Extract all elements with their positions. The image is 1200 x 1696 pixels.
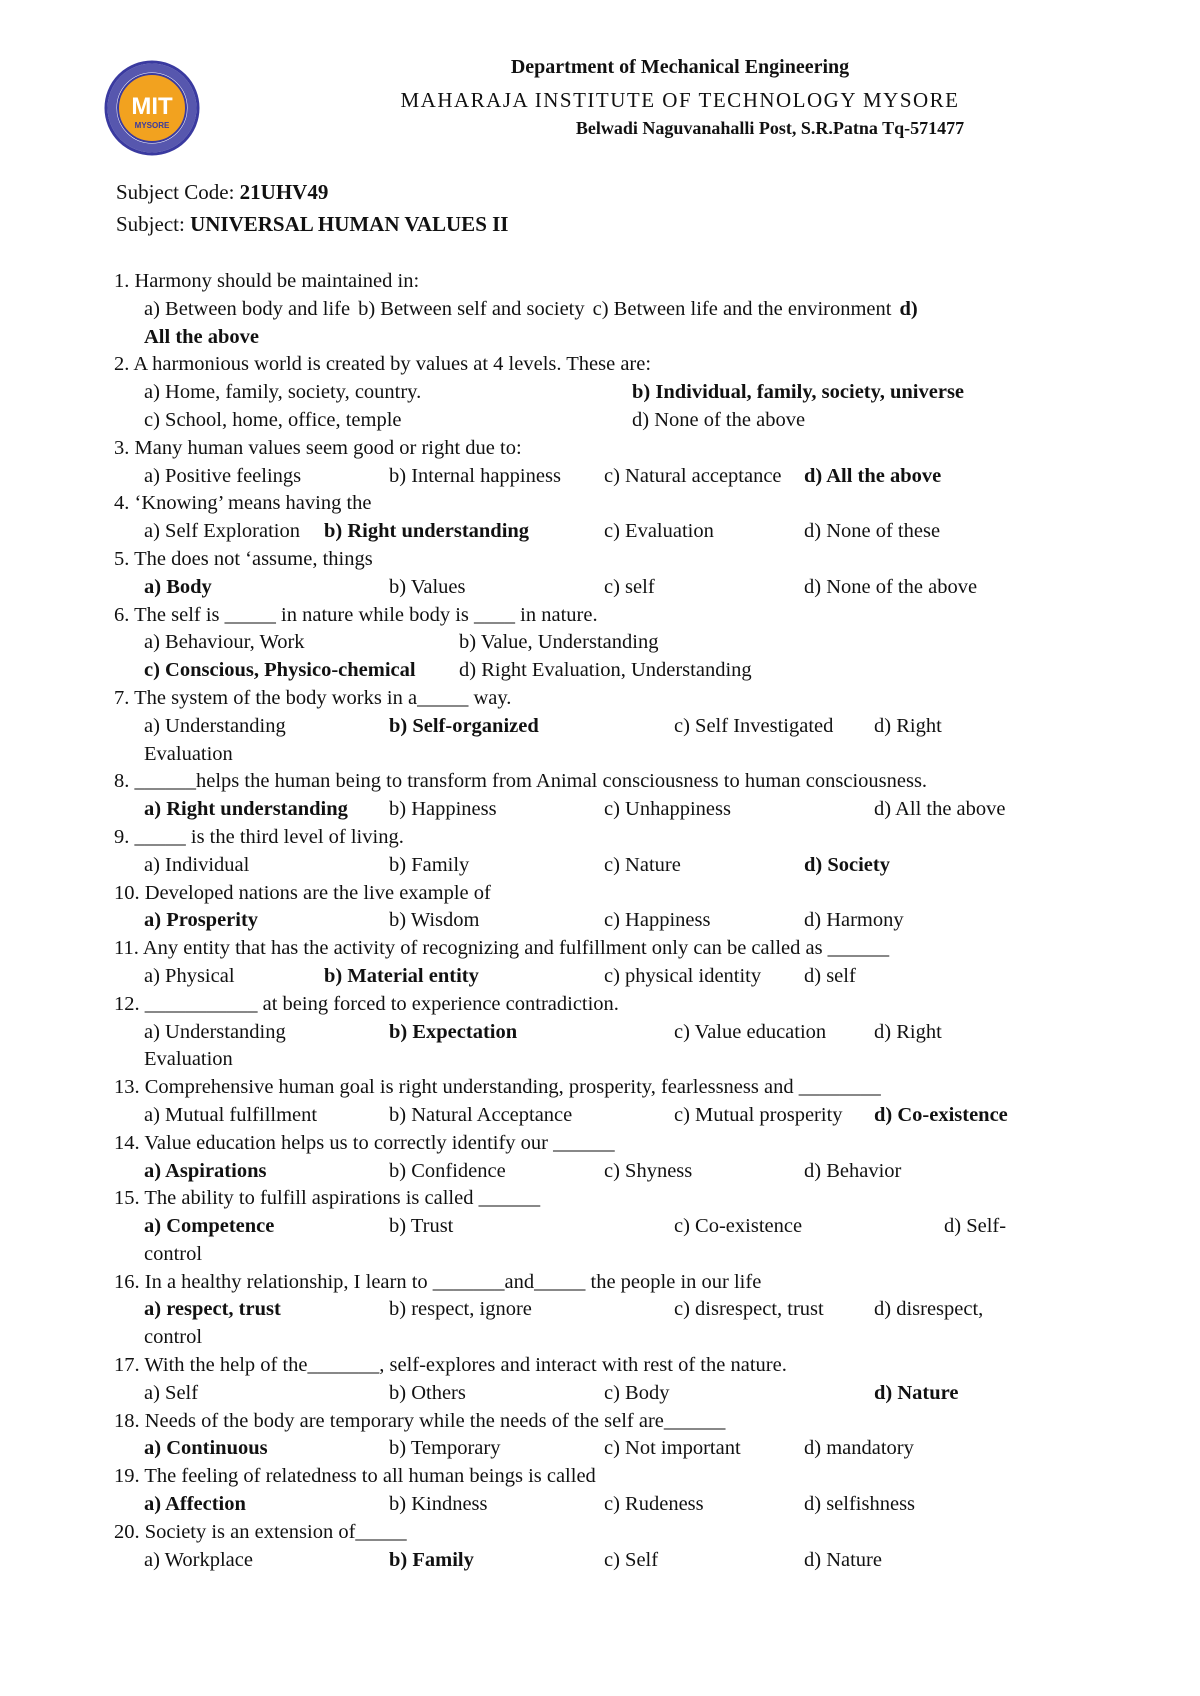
question-text: 5. The does not ‘assume, things bbox=[114, 547, 373, 570]
answer-option-correct: d) Society bbox=[804, 853, 890, 876]
options-row bbox=[114, 963, 1094, 991]
question-text: 12. ___________ at being forced to experience contradiction. bbox=[114, 992, 619, 1015]
answer-option-correct-continuation: All the above bbox=[144, 325, 260, 348]
options-row bbox=[114, 1380, 1094, 1408]
answer-option: b) Temporary bbox=[389, 1437, 501, 1460]
answer-option: d) selfishness bbox=[804, 1493, 916, 1516]
answer-option: d) Self- bbox=[944, 1215, 1007, 1238]
options-row bbox=[114, 852, 1094, 880]
answer-option: c) Rudeness bbox=[604, 1493, 704, 1516]
question-text: 6. The self is _____ in nature while body is ____ in nature. bbox=[114, 603, 598, 626]
options-row bbox=[114, 463, 1094, 491]
answer-option-correct: d) bbox=[899, 297, 918, 320]
question-text: 10. Developed nations are the live example of bbox=[114, 881, 491, 904]
answer-option-correct: a) respect, trust bbox=[144, 1298, 281, 1321]
answer-option: a) Self bbox=[144, 1381, 199, 1404]
answer-option: c) disrespect, trust bbox=[674, 1298, 824, 1321]
options-row bbox=[114, 574, 1094, 602]
options-row bbox=[114, 657, 1094, 685]
answer-option: b) respect, ignore bbox=[389, 1298, 532, 1321]
answer-option: a) Between body and life bbox=[144, 297, 351, 320]
question-text: 16. In a healthy relationship, I learn to _______and_____ the people in our life bbox=[114, 1270, 762, 1293]
question-text: 3. Many human values seem good or right due to: bbox=[114, 436, 522, 459]
options-row bbox=[114, 296, 1094, 324]
answer-option-correct: b) Expectation bbox=[389, 1020, 518, 1043]
answer-option-correct: a) Aspirations bbox=[144, 1159, 267, 1182]
option-continuation: Evaluation bbox=[144, 742, 233, 765]
department-name: Department of Mechanical Engineering bbox=[510, 56, 850, 78]
subject-code-line bbox=[116, 180, 328, 205]
answer-option: c) Shyness bbox=[604, 1159, 693, 1182]
answer-option-correct: a) Affection bbox=[144, 1493, 246, 1516]
answer-option-correct: b) Material entity bbox=[324, 964, 479, 987]
answer-option: b) Family bbox=[389, 853, 470, 876]
answer-option: c) Self Investigated bbox=[674, 714, 834, 737]
answer-option: d) Nature bbox=[804, 1548, 882, 1571]
option-continuation: control bbox=[144, 1242, 203, 1265]
answer-option-correct: b) Right understanding bbox=[324, 520, 530, 543]
question-text: 20. Society is an extension of_____ bbox=[114, 1520, 407, 1543]
question-text: 14. Value education helps us to correctly identify our ______ bbox=[114, 1131, 615, 1154]
institute-address: Belwadi Naguvanahalli Post, S.R.Patna Tq-571477 bbox=[575, 118, 965, 138]
options-row bbox=[114, 1213, 1094, 1241]
question-text: 7. The system of the body works in a_____ way. bbox=[114, 686, 512, 709]
institute-name: MAHARAJA INSTITUTE OF TECHNOLOGY MYSORE bbox=[400, 88, 960, 112]
answer-option: a) Individual bbox=[144, 853, 250, 876]
svg-text:MYSORE: MYSORE bbox=[134, 121, 170, 130]
answer-option: d) disrespect, bbox=[874, 1298, 984, 1321]
answer-option: c) Unhappiness bbox=[604, 798, 731, 821]
options-row bbox=[114, 629, 1094, 657]
options-row bbox=[114, 518, 1094, 546]
answer-option-correct: b) Family bbox=[389, 1548, 474, 1571]
answer-option: c) Not important bbox=[604, 1437, 741, 1460]
answer-option: d) mandatory bbox=[804, 1437, 914, 1460]
answer-option: b) Kindness bbox=[389, 1493, 488, 1516]
answer-option-correct: a) Competence bbox=[144, 1215, 275, 1238]
question-text: 2. A harmonious world is created by values at 4 levels. These are: bbox=[114, 353, 652, 376]
subject-code-value: 21UHV49 bbox=[239, 180, 329, 204]
answer-option: d) Right bbox=[874, 1020, 942, 1043]
answer-option: c) physical identity bbox=[604, 964, 762, 987]
answer-option: b) Natural Acceptance bbox=[389, 1103, 573, 1126]
answer-option: d) None of the above bbox=[632, 408, 806, 431]
question-text: 19. The feeling of relatedness to all human beings is called bbox=[114, 1465, 596, 1488]
options-row bbox=[114, 407, 1094, 435]
answer-option: a) Understanding bbox=[144, 714, 286, 737]
options-row bbox=[114, 1491, 1094, 1519]
options-row bbox=[114, 1296, 1094, 1324]
answer-option: a) Physical bbox=[144, 964, 235, 987]
answer-option-correct: c) Conscious, Physico-chemical bbox=[144, 659, 416, 682]
question-text: 4. ‘Knowing’ means having the bbox=[114, 492, 372, 515]
answer-option-correct: d) Nature bbox=[874, 1381, 959, 1404]
answer-option: c) School, home, office, temple bbox=[144, 408, 402, 431]
answer-option: b) Internal happiness bbox=[389, 464, 561, 487]
answer-option: c) Nature bbox=[604, 853, 681, 876]
options-row bbox=[114, 1019, 1094, 1047]
question-text: 1. Harmony should be maintained in: bbox=[114, 270, 420, 292]
answer-option: b) Values bbox=[389, 575, 466, 598]
answer-option-correct: a) Right understanding bbox=[144, 798, 348, 821]
answer-option: d) Right bbox=[874, 714, 942, 737]
answer-option: b) Value, Understanding bbox=[459, 631, 659, 654]
options-row bbox=[114, 907, 1094, 935]
option-continuation: Evaluation bbox=[144, 1048, 233, 1071]
answer-option: b) Happiness bbox=[389, 798, 497, 821]
answer-option: a) Workplace bbox=[144, 1548, 253, 1571]
subject-name-value: UNIVERSAL HUMAN VALUES II bbox=[190, 212, 509, 236]
answer-option-correct: a) Continuous bbox=[144, 1437, 268, 1460]
answer-option: d) None of these bbox=[804, 520, 941, 543]
answer-option: d) Harmony bbox=[804, 909, 904, 932]
subject-code-label: Subject Code: bbox=[116, 180, 240, 204]
answer-option: c) Happiness bbox=[604, 909, 711, 932]
options-row bbox=[114, 1435, 1094, 1463]
options-row bbox=[114, 379, 1094, 407]
answer-option: a) Home, family, society, country. bbox=[144, 381, 422, 404]
question-text: 11. Any entity that has the activity of recognizing and fulfillment only can be called as ______ bbox=[114, 937, 890, 960]
answer-option-correct: b) Self-organized bbox=[389, 714, 539, 737]
question-text: 17. With the help of the_______, self-explores and interact with rest of the nature. bbox=[114, 1354, 787, 1377]
answer-option: b) Others bbox=[389, 1381, 466, 1404]
options-row bbox=[114, 796, 1094, 824]
answer-option: a) Mutual fulfillment bbox=[144, 1103, 318, 1126]
answer-option: d) self bbox=[804, 964, 856, 987]
answer-option: c) Natural acceptance bbox=[604, 464, 782, 487]
answer-option: c) Mutual prosperity bbox=[674, 1103, 843, 1126]
answer-option: b) Trust bbox=[389, 1215, 454, 1238]
answer-option: a) Self Exploration bbox=[144, 520, 300, 543]
answer-option-correct: a) Body bbox=[144, 575, 212, 598]
question-text: 8. ______helps the human being to transform from Animal consciousness to human consciousness. bbox=[114, 770, 928, 793]
question-text: 9. _____ is the third level of living. bbox=[114, 825, 404, 848]
answer-option: c) Evaluation bbox=[604, 520, 714, 543]
subject-name-label: Subject: bbox=[116, 212, 191, 236]
svg-text:MIT: MIT bbox=[131, 93, 173, 120]
answer-option: c) Value education bbox=[674, 1020, 827, 1043]
answer-option: d) Right Evaluation, Understanding bbox=[459, 659, 752, 682]
answer-option: b) Between self and society bbox=[358, 297, 585, 320]
answer-option: b) Confidence bbox=[389, 1159, 506, 1182]
answer-option: c) Body bbox=[604, 1381, 670, 1404]
answer-option: c) Co-existence bbox=[674, 1215, 803, 1238]
answer-option: b) Wisdom bbox=[389, 909, 480, 932]
answer-option: c) Between life and the environment bbox=[592, 297, 892, 320]
options-row bbox=[114, 1158, 1094, 1186]
answer-option: d) None of the above bbox=[804, 575, 978, 598]
answer-option: c) Self bbox=[604, 1548, 659, 1571]
question-text: 15. The ability to fulfill aspirations is called ______ bbox=[114, 1187, 541, 1210]
answer-option-correct: b) Individual, family, society, universe bbox=[632, 381, 965, 404]
options-row bbox=[114, 1102, 1094, 1130]
question-text: 18. Needs of the body are temporary while the needs of the self are______ bbox=[114, 1409, 726, 1432]
options-row bbox=[114, 713, 1094, 741]
answer-option: d) All the above bbox=[874, 798, 1006, 821]
answer-option: c) self bbox=[604, 575, 655, 598]
question-text: 13. Comprehensive human goal is right understanding, prosperity, fearlessness and ________ bbox=[114, 1076, 881, 1099]
option-continuation: control bbox=[144, 1326, 203, 1349]
options-row bbox=[114, 1547, 1094, 1575]
answer-option: a) Behaviour, Work bbox=[144, 631, 305, 654]
answer-option-correct: d) All the above bbox=[804, 464, 942, 487]
answer-option-correct: a) Prosperity bbox=[144, 909, 259, 932]
answer-option: d) Behavior bbox=[804, 1159, 902, 1182]
answer-option-correct: d) Co-existence bbox=[874, 1103, 1008, 1126]
subject-name-line bbox=[116, 212, 508, 237]
answer-option: a) Positive feelings bbox=[144, 464, 302, 487]
question-list bbox=[114, 268, 1094, 1574]
answer-option: a) Understanding bbox=[144, 1020, 286, 1043]
